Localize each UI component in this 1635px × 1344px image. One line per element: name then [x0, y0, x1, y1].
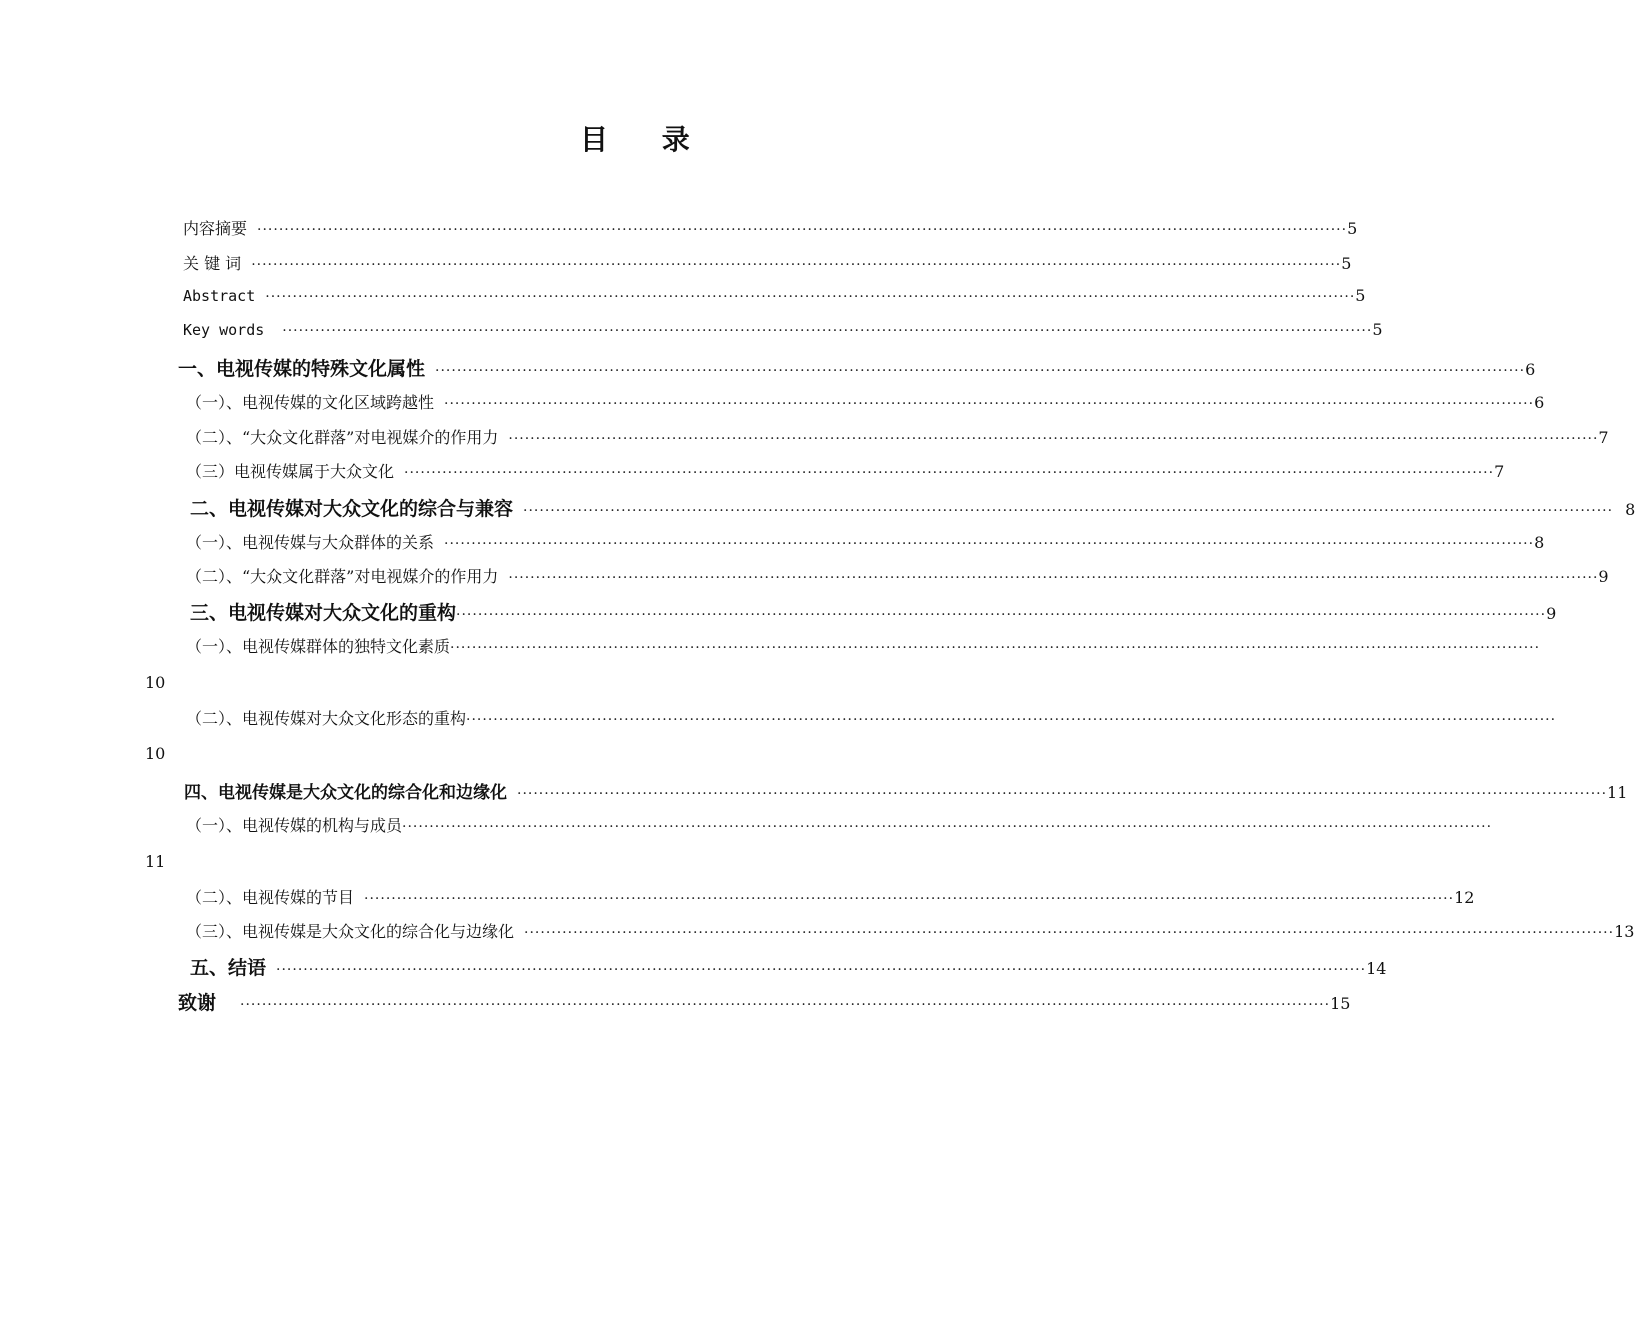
toc-entry-label: （一）、电视传媒的文化区域跨越性	[186, 393, 435, 412]
toc-entry-label: 四、电视传媒是大众文化的综合化和边缘化	[184, 783, 507, 803]
toc-entry-page: 10	[145, 673, 166, 692]
toc-entry-label: 二、电视传媒对大众文化的综合与兼容	[190, 498, 514, 520]
toc-entry-label: Key words	[183, 321, 265, 339]
toc-entry-label: （二）、“大众文化群落”对电视媒介的作用力	[186, 428, 499, 447]
toc-entry-page: 8	[1534, 533, 1545, 552]
toc-entry-label: 致谢	[178, 992, 217, 1014]
toc-entry	[183, 251, 1352, 274]
leader-dots: ········································································································································································································	[444, 396, 1535, 412]
toc-entry-label: （一）、电视传媒与大众群体的关系	[186, 533, 435, 552]
toc-entry-label: 关 键 词	[183, 254, 242, 273]
toc-entry	[178, 988, 1351, 1015]
toc-entry	[190, 494, 1635, 521]
toc-entry	[190, 598, 1557, 625]
toc-entry-label: （二）、电视传媒对大众文化形态的重构	[186, 709, 467, 728]
leader-dots: ········································································································································································································	[466, 712, 1557, 728]
toc-entry-label: （三）电视传媒属于大众文化	[186, 462, 395, 481]
leader-dots: ········································································································································································································	[508, 570, 1599, 586]
toc-entry	[186, 706, 1557, 729]
toc-entry	[183, 216, 1358, 239]
leader-dots: ········································································································································································································	[523, 503, 1614, 519]
toc-entry-page: 15	[1330, 994, 1351, 1013]
toc-entry	[186, 919, 1635, 942]
toc-entry-page: 5	[1372, 320, 1383, 339]
toc-entry-label: 内容摘要	[183, 219, 248, 238]
toc-entry-page: 5	[1347, 219, 1358, 238]
toc-entry	[186, 813, 1493, 836]
toc-entry	[190, 953, 1387, 980]
toc-entry-page: 5	[1341, 254, 1352, 273]
leader-dots: ········································································································································································································	[276, 962, 1367, 978]
leader-dots: ········································································································································································································	[444, 536, 1535, 552]
leader-dots: ········································································································································································································	[456, 607, 1547, 623]
toc-entry	[186, 634, 1541, 657]
toc-entry	[184, 778, 1628, 803]
toc-entry	[183, 286, 1366, 305]
toc-entry-page: 11	[1607, 783, 1628, 802]
leader-dots: ········································································································································································································	[251, 257, 1342, 273]
toc-entry-label: （一）、电视传媒群体的独特文化素质	[186, 637, 451, 656]
toc-entry-page: 11	[145, 852, 166, 871]
leader-dots: ········································································································································································································	[402, 819, 1493, 835]
toc-entry-label: （二）、电视传媒的节目	[186, 888, 355, 907]
toc-entry-page: 5	[1355, 286, 1366, 305]
toc-entry	[186, 459, 1505, 482]
toc-entry	[178, 354, 1536, 381]
toc-entry-page: 10	[145, 744, 166, 763]
toc-entry-page: 9	[1598, 567, 1609, 586]
toc-entry	[186, 564, 1609, 587]
leader-dots: ········································································································································································································	[282, 323, 1373, 339]
toc-entry-page: 14	[1366, 959, 1387, 978]
leader-dots: ········································································································································································································	[364, 891, 1455, 907]
leader-dots: ········································································································································································································	[508, 431, 1599, 447]
toc-entry-label: （一）、电视传媒的机构与成员	[186, 816, 403, 835]
leader-dots: ········································································································································································································	[240, 997, 1331, 1013]
leader-dots: ········································································································································································································	[435, 363, 1526, 379]
toc-entry	[186, 530, 1545, 553]
toc-entry-page: 8	[1625, 500, 1635, 519]
toc-entry-page: 7	[1598, 428, 1609, 447]
leader-dots: ········································································································································································································	[404, 465, 1495, 481]
toc-entry	[186, 885, 1475, 908]
leader-dots: ········································································································································································································	[257, 222, 1348, 238]
toc-entry-page: 7	[1494, 462, 1505, 481]
leader-dots: ········································································································································································································	[524, 925, 1615, 941]
toc-entry-page: 13	[1614, 922, 1635, 941]
toc-entry-page: 6	[1534, 393, 1545, 412]
toc-entry-label: 五、结语	[190, 957, 267, 979]
leader-dots: ········································································································································································································	[265, 289, 1356, 305]
toc-entry-label: （三）、电视传媒是大众文化的综合化与边缘化	[186, 922, 515, 941]
toc-entry	[186, 390, 1545, 413]
toc-entry-page: 9	[1546, 604, 1557, 623]
toc-entry-label: （二）、“大众文化群落”对电视媒介的作用力	[186, 567, 499, 586]
toc-entry-page: 6	[1525, 360, 1536, 379]
toc-title: 目 录	[580, 123, 712, 156]
toc-entry-label: Abstract	[183, 287, 256, 305]
leader-dots: ········································································································································································································	[450, 640, 1541, 656]
toc-entry-label: 一、电视传媒的特殊文化属性	[178, 358, 426, 380]
toc-entry-page: 12	[1454, 888, 1475, 907]
toc-entry-label: 三、电视传媒对大众文化的重构	[190, 602, 457, 624]
toc-entry	[186, 425, 1609, 448]
toc-entry	[183, 320, 1383, 339]
leader-dots: ········································································································································································································	[517, 786, 1608, 802]
